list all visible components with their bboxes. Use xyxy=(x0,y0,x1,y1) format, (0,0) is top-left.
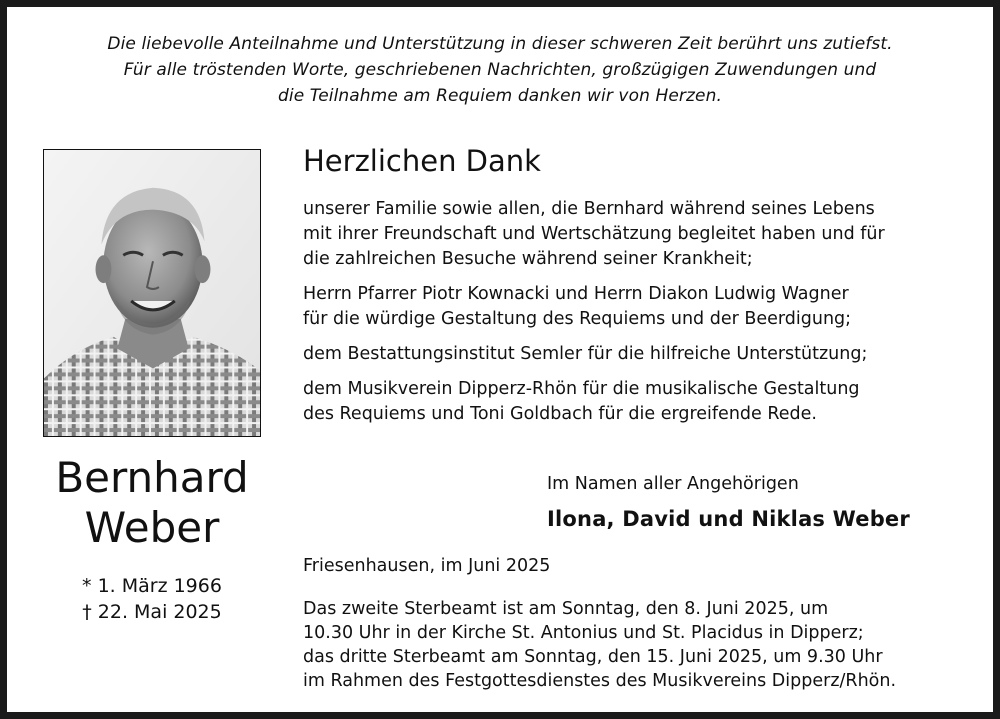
death-date: † 22. Mai 2025 xyxy=(82,601,222,623)
paragraph-line: mit ihrer Freundschaft und Wertschätzung begleitet haben und für xyxy=(303,224,885,244)
paragraph-line: dem Bestattungsinstitut Semler für die hilfreiche Unterstützung; xyxy=(303,344,868,364)
thanks-paragraph-clergy xyxy=(303,282,993,332)
service-line: 10.30 Uhr in der Kirche St. Antonius und St. Placidus in Dipperz; xyxy=(303,623,864,643)
paragraph-line: die zahlreichen Besuche während seiner Krankheit; xyxy=(303,249,753,269)
service-line: im Rahmen des Festgottesdienstes des Musikvereins Dipperz/Rhön. xyxy=(303,671,897,691)
service-announcement xyxy=(303,597,993,693)
intro-line: die Teilnahme am Requiem danken wir von Herzen. xyxy=(278,86,722,106)
signature-intro: Im Namen aller Angehörigen xyxy=(547,474,799,494)
service-line: Das zweite Sterbeamt ist am Sonntag, den 8. Juni 2025, um xyxy=(303,599,829,619)
intro-line: Für alle tröstenden Worte, geschriebenen Nachrichten, großzügigen Zuwendungen und xyxy=(123,60,877,80)
deceased-name xyxy=(25,453,279,553)
thanks-paragraph-funeral-home xyxy=(303,342,993,367)
thanks-paragraph-music xyxy=(303,377,993,427)
life-dates xyxy=(25,573,279,625)
deceased-last-name: Weber xyxy=(84,503,220,552)
paragraph-line: unserer Familie sowie allen, die Bernhard während seines Lebens xyxy=(303,199,875,219)
paragraph-line: für die würdige Gestaltung des Requiems und der Beerdigung; xyxy=(303,309,852,329)
intro-line: Die liebevolle Anteilnahme und Unterstützung in dieser schweren Zeit berührt uns zutiefst. xyxy=(107,34,893,54)
paragraph-line: Herrn Pfarrer Piotr Kownacki und Herrn Diakon Ludwig Wagner xyxy=(303,284,849,304)
thanks-paragraph-family xyxy=(303,197,993,272)
paragraph-line: des Requiems und Toni Goldbach für die ergreifende Rede. xyxy=(303,404,817,424)
portrait-photo-image xyxy=(44,150,260,436)
portrait-photo xyxy=(43,149,261,437)
birth-date: * 1. März 1966 xyxy=(82,575,222,597)
intro-text xyxy=(27,31,973,109)
paragraph-line: dem Musikverein Dipperz-Rhön für die musikalische Gestaltung xyxy=(303,379,860,399)
place-date: Friesenhausen, im Juni 2025 xyxy=(303,556,551,576)
deceased-first-name: Bernhard xyxy=(55,453,249,502)
thanks-heading: Herzlichen Dank xyxy=(303,144,541,178)
thanks-body xyxy=(303,197,993,437)
service-line: das dritte Sterbeamt am Sonntag, den 15. Juni 2025, um 9.30 Uhr xyxy=(303,647,883,667)
signature-names: Ilona, David und Niklas Weber xyxy=(547,507,910,531)
